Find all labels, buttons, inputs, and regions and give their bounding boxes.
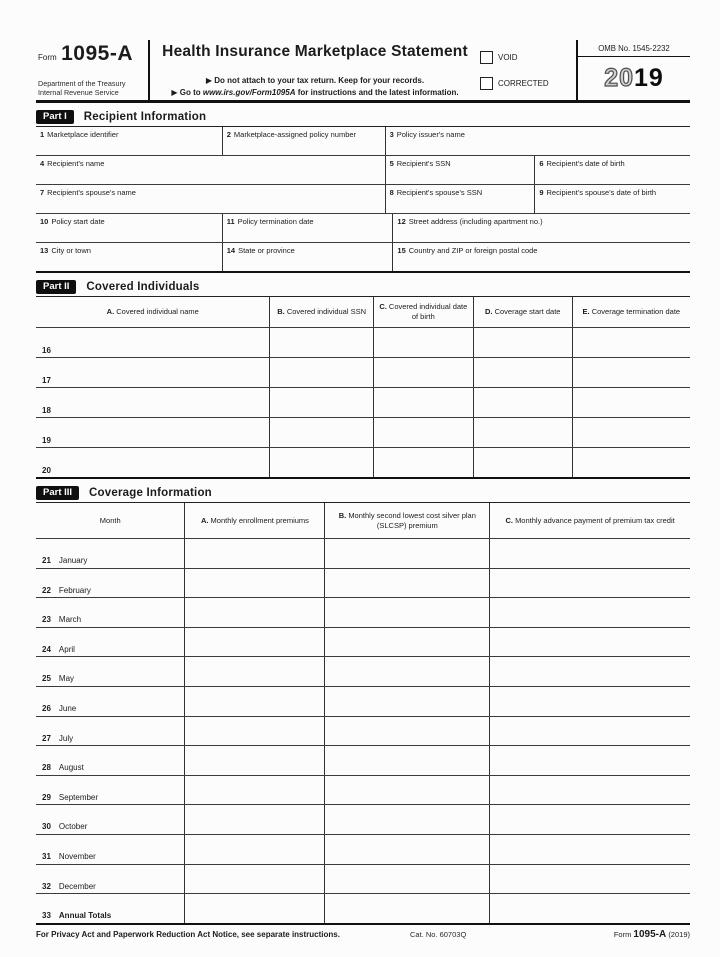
month-row-july [36, 717, 690, 747]
sep-premium[interactable] [184, 776, 324, 805]
agency-line-2: Internal Revenue Service [38, 88, 119, 97]
apr-aptc[interactable] [489, 628, 690, 657]
total-aptc[interactable] [489, 894, 690, 923]
field-policy-termination-date[interactable]: 11 Policy termination date [222, 214, 393, 242]
field-spouse-name[interactable]: 7 Recipient's spouse's name [40, 187, 136, 197]
col-covered-ssn: B. Covered individual SSN [269, 297, 372, 327]
status-checkboxes [480, 40, 576, 100]
form-title-block [150, 40, 480, 100]
may-premium[interactable] [184, 657, 324, 686]
nov-premium[interactable] [184, 835, 324, 864]
omb-number: OMB No. 1545-2232 [578, 40, 690, 57]
row16-termination[interactable] [572, 328, 690, 357]
form-word: Form [38, 53, 57, 62]
part1-row-4 [36, 214, 690, 243]
jan-aptc[interactable] [489, 539, 690, 568]
row19-termination[interactable] [572, 418, 690, 447]
row19-ssn[interactable] [269, 418, 372, 447]
covered-individual-row-16 [36, 328, 690, 358]
form-header [36, 40, 690, 103]
row20-ssn[interactable] [269, 448, 372, 477]
row17-name[interactable]: 17 [42, 375, 51, 385]
month-label-cell: 27 July [42, 733, 74, 743]
month-label-cell: 22 February [42, 585, 91, 595]
total-premium[interactable] [184, 894, 324, 923]
part2-header [36, 278, 690, 296]
row16-ssn[interactable] [269, 328, 372, 357]
field-marketplace-identifier[interactable]: 1 Marketplace identifier [40, 129, 119, 139]
omb-block [578, 40, 690, 100]
field-policy-start-date[interactable]: 10 Policy start date [40, 216, 105, 226]
privacy-act-notice: For Privacy Act and Paperwork Reduction Act Notice, see separate instructions. [36, 929, 340, 939]
aug-premium[interactable] [184, 746, 324, 775]
apr-slcsp[interactable] [324, 628, 489, 657]
month-row-august [36, 746, 690, 776]
month-row-february [36, 569, 690, 599]
page-footer [36, 929, 690, 940]
part1-title: Recipient Information [83, 111, 207, 123]
month-label-cell: 32 December [42, 881, 96, 891]
row18-dob[interactable] [373, 388, 473, 417]
covered-individual-row-17 [36, 358, 690, 388]
part3-column-headers [36, 503, 690, 539]
month-row-january [36, 539, 690, 569]
annual-totals-row [36, 894, 690, 923]
may-slcsp[interactable] [324, 657, 489, 686]
row17-dob[interactable] [373, 358, 473, 387]
dec-premium[interactable] [184, 865, 324, 894]
month-label-cell: 23 March [42, 615, 82, 625]
part1-row-3 [36, 185, 690, 214]
mar-slcsp[interactable] [324, 598, 489, 627]
month-label-cell: 33 Annual Totals [42, 911, 112, 921]
row20-dob[interactable] [373, 448, 473, 477]
field-policy-issuer-name[interactable]: 3 Policy issuer's name [385, 127, 690, 155]
dec-slcsp[interactable] [324, 865, 489, 894]
field-spouse-dob[interactable]: 9 Recipient's spouse's date of birth [534, 185, 690, 213]
col-month: Month [99, 515, 121, 525]
field-city[interactable]: 13 City or town [40, 245, 91, 255]
part1-row-5 [36, 243, 690, 271]
part3-table [36, 502, 690, 925]
covered-individual-row-19 [36, 418, 690, 448]
tax-year: 20 19 [604, 64, 664, 92]
void-label: VOID [498, 52, 518, 62]
part3-badge: Part III [36, 486, 79, 500]
part1-row-1 [36, 127, 690, 156]
sep-slcsp[interactable] [324, 776, 489, 805]
part2-column-headers [36, 297, 690, 328]
footer-form-id: Form 1095-A (2019) [613, 928, 690, 940]
col-coverage-start: D. Coverage start date [473, 297, 572, 327]
part3-header [36, 484, 690, 502]
jun-premium[interactable] [184, 687, 324, 716]
part1-table [36, 126, 690, 273]
row16-dob[interactable] [373, 328, 473, 357]
part1-row-2 [36, 156, 690, 185]
month-row-march [36, 598, 690, 628]
field-spouse-ssn[interactable]: 8 Recipient's spouse's SSN [385, 185, 535, 213]
month-row-november [36, 835, 690, 865]
month-label-cell: 26 June [42, 704, 77, 714]
jun-aptc[interactable] [489, 687, 690, 716]
may-aptc[interactable] [489, 657, 690, 686]
field-policy-number[interactable]: 2 Marketplace-assigned policy number [222, 127, 385, 155]
row16-name[interactable]: 16 [42, 345, 51, 355]
month-row-december [36, 865, 690, 895]
field-country-zip[interactable]: 15 Country and ZIP or foreign postal code [392, 243, 690, 271]
dec-aptc[interactable] [489, 865, 690, 894]
void-checkbox[interactable] [480, 51, 493, 64]
row18-start[interactable] [473, 388, 572, 417]
nov-slcsp[interactable] [324, 835, 489, 864]
oct-aptc[interactable] [489, 805, 690, 834]
agency-line-1: Department of the Treasury [38, 79, 126, 88]
jul-aptc[interactable] [489, 717, 690, 746]
month-label-cell: 30 October [42, 822, 88, 832]
irs-url: www.irs.gov/Form1095A [202, 88, 296, 97]
instruction-go-to: ▶ Go to www.irs.gov/Form1095A for instructions and the latest information. [171, 88, 459, 97]
month-label-cell: 29 September [42, 792, 99, 802]
col-slcsp-premium: B. Monthly second lowest cost silver plan (SLCSP) premium [324, 503, 489, 538]
row20-start[interactable] [473, 448, 572, 477]
corrected-checkbox[interactable] [480, 77, 493, 90]
form-number: 1095-A [61, 42, 134, 65]
col-coverage-termination: E. Coverage termination date [572, 297, 690, 327]
feb-slcsp[interactable] [324, 569, 489, 598]
form-title: Health Insurance Marketplace Statement [162, 43, 468, 60]
row18-name[interactable]: 18 [42, 405, 51, 415]
corrected-row [480, 77, 576, 90]
row17-start[interactable] [473, 358, 572, 387]
month-label-cell: 24 April [42, 644, 75, 654]
total-slcsp[interactable] [324, 894, 489, 923]
col-covered-name: A. Covered individual name [106, 307, 199, 317]
col-covered-dob: C. Covered individual date of birth [373, 297, 473, 327]
month-row-may [36, 657, 690, 687]
part1-header [36, 108, 690, 126]
mar-premium[interactable] [184, 598, 324, 627]
covered-individual-row-20 [36, 448, 690, 477]
row19-name[interactable]: 19 [42, 435, 51, 445]
feb-aptc[interactable] [489, 569, 690, 598]
row17-ssn[interactable] [269, 358, 372, 387]
part2-title: Covered Individuals [86, 281, 200, 293]
jan-slcsp[interactable] [324, 539, 489, 568]
jan-premium[interactable] [184, 539, 324, 568]
form-number-block [36, 40, 148, 100]
part1-badge: Part I [36, 110, 74, 124]
part3-title: Coverage Information [89, 487, 212, 499]
part2-table [36, 296, 690, 479]
aug-slcsp[interactable] [324, 746, 489, 775]
month-row-april [36, 628, 690, 658]
part2-badge: Part II [36, 280, 76, 294]
void-row [480, 51, 576, 64]
month-label-cell: 31 November [42, 852, 96, 862]
row17-termination[interactable] [572, 358, 690, 387]
sep-aptc[interactable] [489, 776, 690, 805]
field-state[interactable]: 14 State or province [222, 243, 393, 271]
field-recipient-dob[interactable]: 6 Recipient's date of birth [534, 156, 690, 184]
month-row-june [36, 687, 690, 717]
feb-premium[interactable] [184, 569, 324, 598]
oct-slcsp[interactable] [324, 805, 489, 834]
field-recipient-ssn[interactable]: 5 Recipient's SSN [385, 156, 535, 184]
covered-individual-row-18 [36, 388, 690, 418]
instruction-keep-records: ▶ Do not attach to your tax return. Keep for your records. [205, 76, 425, 85]
jul-premium[interactable] [184, 717, 324, 746]
oct-premium[interactable] [184, 805, 324, 834]
month-row-october [36, 805, 690, 835]
row18-termination[interactable] [572, 388, 690, 417]
apr-premium[interactable] [184, 628, 324, 657]
row20-termination[interactable] [572, 448, 690, 477]
catalog-number: Cat. No. 60703Q [410, 929, 467, 939]
jul-slcsp[interactable] [324, 717, 489, 746]
field-recipient-name[interactable]: 4 Recipient's name [40, 158, 105, 168]
row16-start[interactable] [473, 328, 572, 357]
row19-dob[interactable] [373, 418, 473, 447]
month-label-cell: 21 January [42, 556, 88, 566]
field-street-address[interactable]: 12 Street address (including apartment no.) [392, 214, 690, 242]
corrected-label: CORRECTED [498, 78, 549, 88]
aug-aptc[interactable] [489, 746, 690, 775]
month-label-cell: 28 August [42, 763, 84, 773]
nov-aptc[interactable] [489, 835, 690, 864]
row18-ssn[interactable] [269, 388, 372, 417]
jun-slcsp[interactable] [324, 687, 489, 716]
row19-start[interactable] [473, 418, 572, 447]
col-advance-payment: C. Monthly advance payment of premium tax credit [489, 503, 690, 538]
month-label-cell: 25 May [42, 674, 75, 684]
row20-name[interactable]: 20 [42, 465, 51, 475]
col-enrollment-premiums: A. Monthly enrollment premiums [184, 503, 324, 538]
mar-aptc[interactable] [489, 598, 690, 627]
month-row-september [36, 776, 690, 806]
